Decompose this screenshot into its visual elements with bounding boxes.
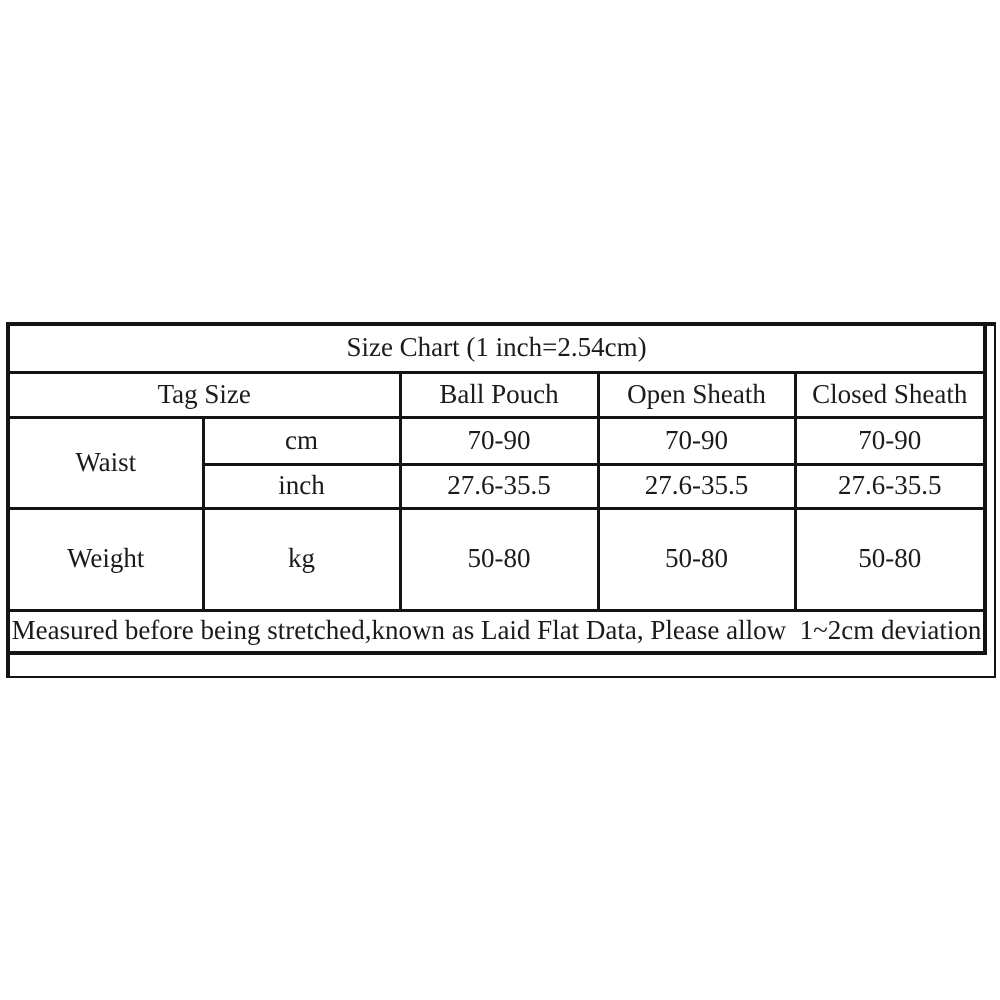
value-cell-waist-inch-open-sheath: 27.6-35.5 bbox=[598, 464, 795, 508]
footnote-row bbox=[10, 610, 985, 653]
table-row-waist-cm bbox=[10, 417, 985, 464]
table-row-weight-kg bbox=[10, 508, 985, 610]
title-row bbox=[10, 326, 985, 372]
value-cell-waist-inch-ball-pouch: 27.6-35.5 bbox=[400, 464, 598, 508]
header-row bbox=[10, 372, 985, 417]
col-header-closed-sheath: Closed Sheath bbox=[795, 372, 985, 417]
size-chart-frame bbox=[6, 322, 996, 678]
value-cell-weight-kg-open-sheath: 50-80 bbox=[598, 508, 795, 610]
col-header-tag-size: Tag Size bbox=[10, 372, 400, 417]
value-cell-weight-kg-closed-sheath: 50-80 bbox=[795, 508, 985, 610]
row-group-weight: Weight bbox=[10, 508, 203, 610]
col-header-ball-pouch: Ball Pouch bbox=[400, 372, 598, 417]
unit-cell-inch: inch bbox=[203, 464, 400, 508]
unit-cell-cm: cm bbox=[203, 417, 400, 464]
col-header-open-sheath: Open Sheath bbox=[598, 372, 795, 417]
table-footnote: Measured before being stretched,known as Laid Flat Data, Please allow 1~2cm deviation bbox=[10, 610, 985, 653]
unit-cell-kg: kg bbox=[203, 508, 400, 610]
value-cell-waist-cm-ball-pouch: 70-90 bbox=[400, 417, 598, 464]
value-cell-waist-inch-closed-sheath: 27.6-35.5 bbox=[795, 464, 985, 508]
row-group-waist: Waist bbox=[10, 417, 203, 508]
value-cell-weight-kg-ball-pouch: 50-80 bbox=[400, 508, 598, 610]
value-cell-waist-cm-closed-sheath: 70-90 bbox=[795, 417, 985, 464]
size-chart-table bbox=[10, 326, 987, 655]
table-title: Size Chart (1 inch=2.54cm) bbox=[10, 326, 985, 372]
value-cell-waist-cm-open-sheath: 70-90 bbox=[598, 417, 795, 464]
